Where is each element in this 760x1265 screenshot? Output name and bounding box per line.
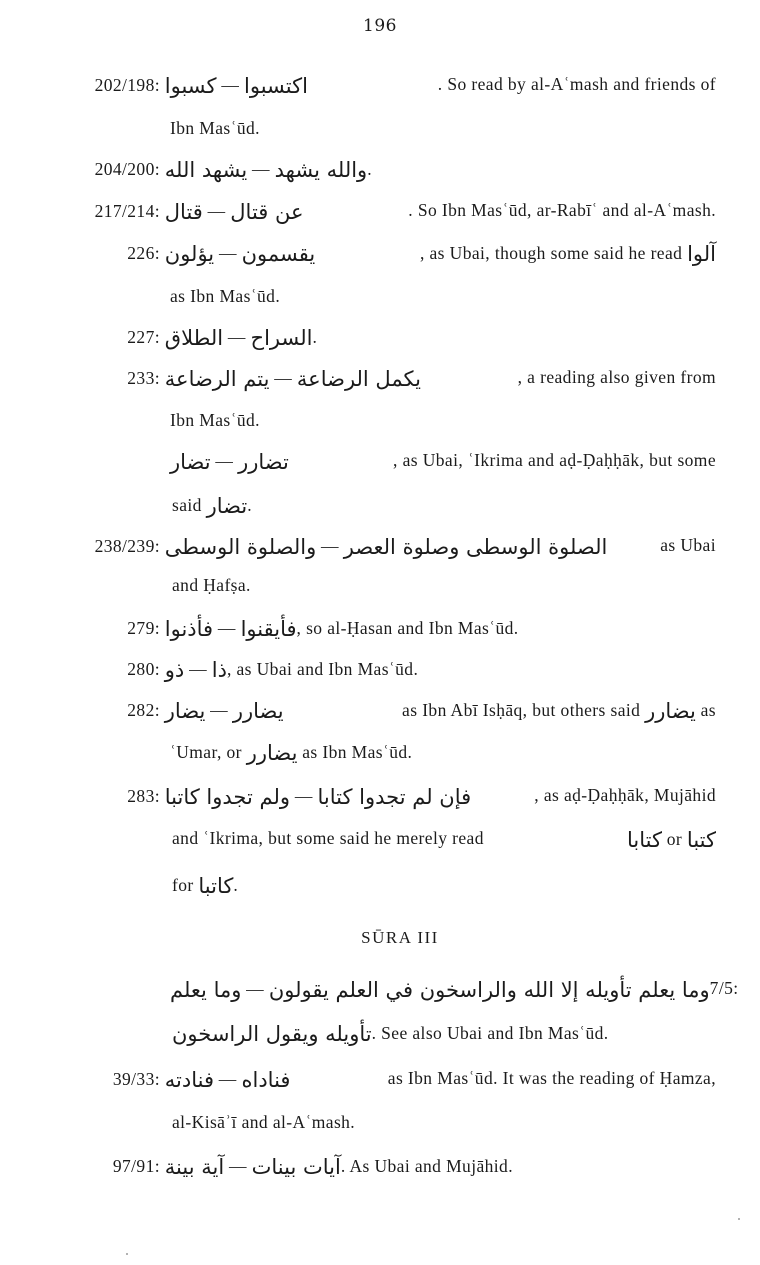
arabic-reading: كسبوا (164, 74, 217, 98)
entry-continuation: and Ḥafṣa. (172, 575, 251, 595)
verse-ref: 282: (127, 700, 160, 720)
dash: — (215, 451, 234, 471)
dash: — (221, 75, 240, 95)
arabic-reading: يؤلون (164, 242, 215, 266)
continuation-text: and ʿIkrima, but some said he merely read (172, 828, 484, 848)
entry-line (74, 326, 317, 350)
verse-ref: 283: (127, 786, 160, 806)
arabic-reading: يتم الرضاعة (164, 367, 270, 391)
arabic-reading: السراح (250, 326, 313, 350)
arabic-reading: يضارر (645, 699, 696, 723)
arabic-reading: يضارر (246, 741, 298, 765)
continuation-text: as Ibn Masʿūd. (302, 742, 413, 762)
entry-line (74, 200, 716, 224)
continuation-text: said (172, 495, 202, 515)
arabic-reading: وما يعلم (170, 978, 242, 1002)
verse-ref: 97/91: (112, 1156, 160, 1176)
dash: — (294, 786, 313, 806)
verse-ref: 226: (127, 243, 160, 263)
sura-heading: SŪRA III (361, 928, 439, 947)
dash: — (217, 618, 236, 638)
arabic-reading: كتابا (626, 828, 662, 852)
arabic-reading: فأيقنوا (240, 617, 297, 641)
dash: — (246, 979, 265, 999)
arabic-reading: يضار (164, 699, 206, 723)
entry-line (170, 978, 739, 1002)
arabic-reading: تضار (206, 494, 248, 518)
entry-text: . (312, 327, 318, 347)
entry-continuation (172, 494, 252, 518)
entry-text: . As Ubai and Mujāhid. (340, 1156, 513, 1176)
entry-text: , a reading also given from (517, 367, 716, 387)
entry-continuation: as Ibn Masʿūd. (170, 286, 281, 306)
entry-line (74, 1155, 513, 1179)
dash: — (251, 159, 270, 179)
entry-line (74, 658, 418, 682)
dash: — (207, 201, 226, 221)
dash: — (218, 1069, 237, 1089)
entry-continuation (172, 874, 238, 898)
arabic-reading: الصلوة الوسطى وصلوة العصر (343, 535, 608, 559)
continuation-text: or (666, 829, 683, 849)
entry-text: as (700, 700, 716, 720)
verse-ref: 233: (127, 368, 160, 388)
dash: — (227, 327, 246, 347)
page-number: 196 (363, 16, 397, 36)
entry-text: , as Ubai and Ibn Masʿūd. (226, 659, 419, 679)
scan-speck (738, 1218, 740, 1220)
arabic-reading: تضار (170, 450, 211, 474)
continuation-text: ʿUmar, or (170, 742, 242, 762)
arabic-reading: ولم تجدوا كاتبا (164, 785, 291, 809)
arabic-reading: ذا (211, 658, 227, 682)
entry-line (74, 699, 716, 723)
entry-line (74, 158, 372, 182)
entry-line (74, 242, 716, 266)
arabic-reading: آيات بينات (251, 1155, 341, 1179)
entry-text: as Ubai (660, 535, 716, 555)
dash: — (210, 700, 229, 720)
arabic-reading: يكمل الرضاعة (296, 367, 421, 391)
verse-ref: 280: (127, 659, 160, 679)
dash: — (189, 659, 207, 679)
dash: — (228, 1156, 247, 1176)
dash: — (218, 243, 237, 263)
arabic-reading: تأويله ويقول الراسخون (172, 1022, 372, 1046)
dash: — (321, 536, 339, 556)
entry-text: , so al-Ḥasan and Ibn Masʿūd. (296, 618, 519, 638)
verse-ref: 202/198: (94, 75, 160, 95)
entry-continuation: Ibn Masʿūd. (170, 410, 260, 430)
arabic-reading: فنادته (164, 1068, 215, 1092)
arabic-reading: والله يشهد (274, 158, 368, 182)
entry-continuation: Ibn Masʿūd. (170, 118, 260, 138)
entry-line (74, 74, 716, 98)
verse-ref: 279: (127, 618, 160, 638)
arabic-reading: فناداه (241, 1068, 291, 1092)
entry-continuation (170, 741, 412, 765)
arabic-reading: يشهد الله (164, 158, 248, 182)
entry-continuation (172, 828, 716, 852)
entry-line (74, 367, 716, 391)
entry-text: . (367, 159, 372, 179)
arabic-reading: يضارر (232, 699, 284, 723)
entry-text: , as Ubai, though some said he read (419, 243, 683, 263)
arabic-reading: وما يعلم تأويله إلا الله والراسخون في العلم يقولون (268, 978, 710, 1002)
entry-text: . So Ibn Masʿūd, ar-Rabīʿ and al-Aʿmash. (408, 200, 716, 220)
verse-ref: 217/214: (94, 201, 160, 221)
verse-ref: 39/33: (112, 1069, 160, 1089)
verse-ref: 204/200: (94, 159, 160, 179)
entry-text: . So read by al-Aʿmash and friends of (437, 74, 716, 94)
arabic-reading: قتال (164, 200, 203, 224)
arabic-reading: فأذنوا (164, 617, 214, 641)
arabic-reading: آلوا (687, 242, 716, 266)
arabic-reading: كاتبا (198, 874, 234, 898)
arabic-reading: تضارر (238, 450, 289, 474)
entry-text: as Ibn Masʿūd. It was the reading of Ḥamza, (387, 1068, 716, 1088)
arabic-reading: والصلوة الوسطى (164, 535, 317, 559)
entry-continuation: al-Kisāʾī and al-Aʿmash. (172, 1112, 356, 1132)
continuation-text: . See also Ubai and Ibn Masʿūd. (371, 1023, 609, 1043)
entry-continuation (172, 1022, 609, 1046)
arabic-reading: فإن لم تجدوا كتابا (317, 785, 472, 809)
verse-ref: 227: (127, 327, 160, 347)
verse-ref: 7/5: (709, 978, 739, 998)
entry-text: , as aḍ-Ḍaḥḥāk, Mujāhid (534, 785, 716, 805)
entry-line (74, 1068, 716, 1092)
entry-line (170, 450, 716, 474)
entry-text: as Ibn Abī Isḥāq, but others said (402, 700, 641, 720)
arabic-reading: آية بينة (164, 1155, 225, 1179)
arabic-reading: ذو (164, 658, 185, 682)
arabic-reading: الطلاق (164, 326, 224, 350)
continuation-text: . (247, 495, 252, 515)
arabic-reading: عن قتال (230, 200, 304, 224)
arabic-reading: اكتسبوا (244, 74, 308, 98)
verse-ref: 238/239: (94, 536, 160, 556)
entry-line (74, 535, 716, 559)
arabic-reading: كتبا (686, 828, 716, 852)
entry-line (74, 785, 716, 809)
arabic-reading: يقسمون (241, 242, 316, 266)
dash: — (274, 368, 293, 388)
continuation-text: for (172, 875, 194, 895)
scan-speck (126, 1253, 128, 1255)
continuation-text: . (233, 875, 239, 895)
entry-text: , as Ubai, ʿIkrima and aḍ-Ḍaḥḥāk, but some (393, 450, 716, 470)
entry-line (74, 617, 519, 641)
